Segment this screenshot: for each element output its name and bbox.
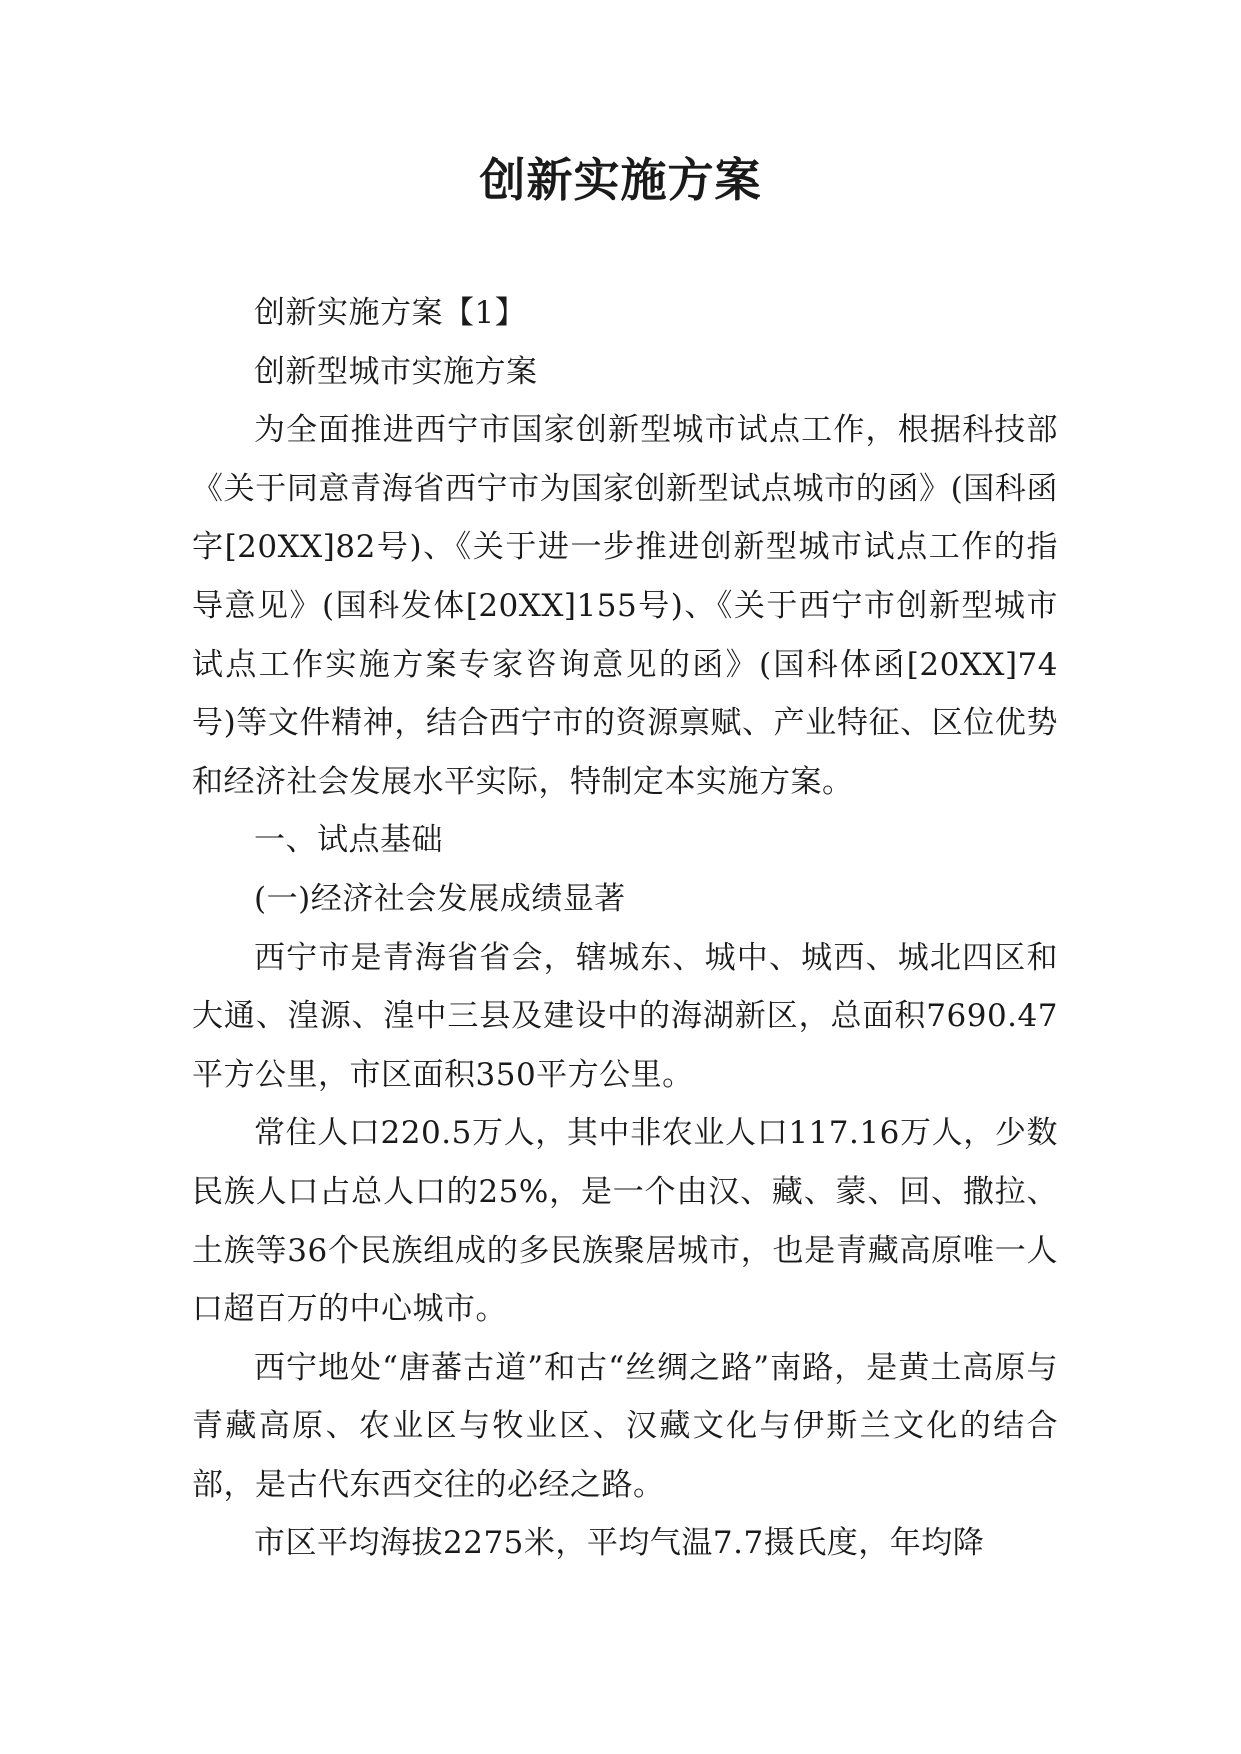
paragraph-location: 西宁地处“唐蕃古道”和古“丝绸之路”南路，是黄土高原与青藏高原、农业区与牧业区、汉藏文化与伊斯兰文化的结合部，是古代东西交往的必经之路。 — [192, 1349, 1058, 1503]
paragraph-subheading-1: (一)经济社会发展成绩显著 — [254, 880, 626, 917]
paragraph-section-heading: 创新实施方案【1】 — [254, 295, 527, 331]
paragraph-heading-1: 一、试点基础 — [254, 822, 443, 859]
paragraph-climate: 市区平均海拔2275米，平均气温7.7摄氏度，年均降 — [254, 1525, 985, 1562]
paragraph-subtitle: 创新型城市实施方案 — [254, 353, 538, 390]
document-title: 创新实施方案 — [479, 153, 762, 207]
paragraph-population: 常住人口220.5万人，其中非农业人口117.16万人，少数民族人口占总人口的25%，是一个由汉、藏、蒙、回、撒拉、土族等36个民族组成的多民族聚居城市，也是青藏高原唯一人口超百万的中心城市。 — [192, 1115, 1058, 1328]
paragraph-area: 西宁市是青海省省会，辖城东、城中、城西、城北四区和大通、湟源、湟中三县及建设中的海湖新区，总面积7690.47平方公里，市区面积350平方公里。 — [192, 939, 1058, 1093]
document-body — [192, 284, 1058, 1573]
paragraph-intro: 为全面推进西宁市国家创新型城市试点工作，根据科技部《关于同意青海省西宁市为国家创新型试点城市的函》(国科函字[20XX]82号)、《关于进一步推进创新型城市试点工作的指导意见》(国科发体[20XX]155号)、《关于西宁市创新型城市试点工作实施方案专家咨询意见的函》(国科体函[20XX]74号)等文件精神，结合西宁市的资源禀赋、产业特征、区位优势和经济社会发展水平实际，特制定本实施方案。 — [192, 412, 1058, 800]
